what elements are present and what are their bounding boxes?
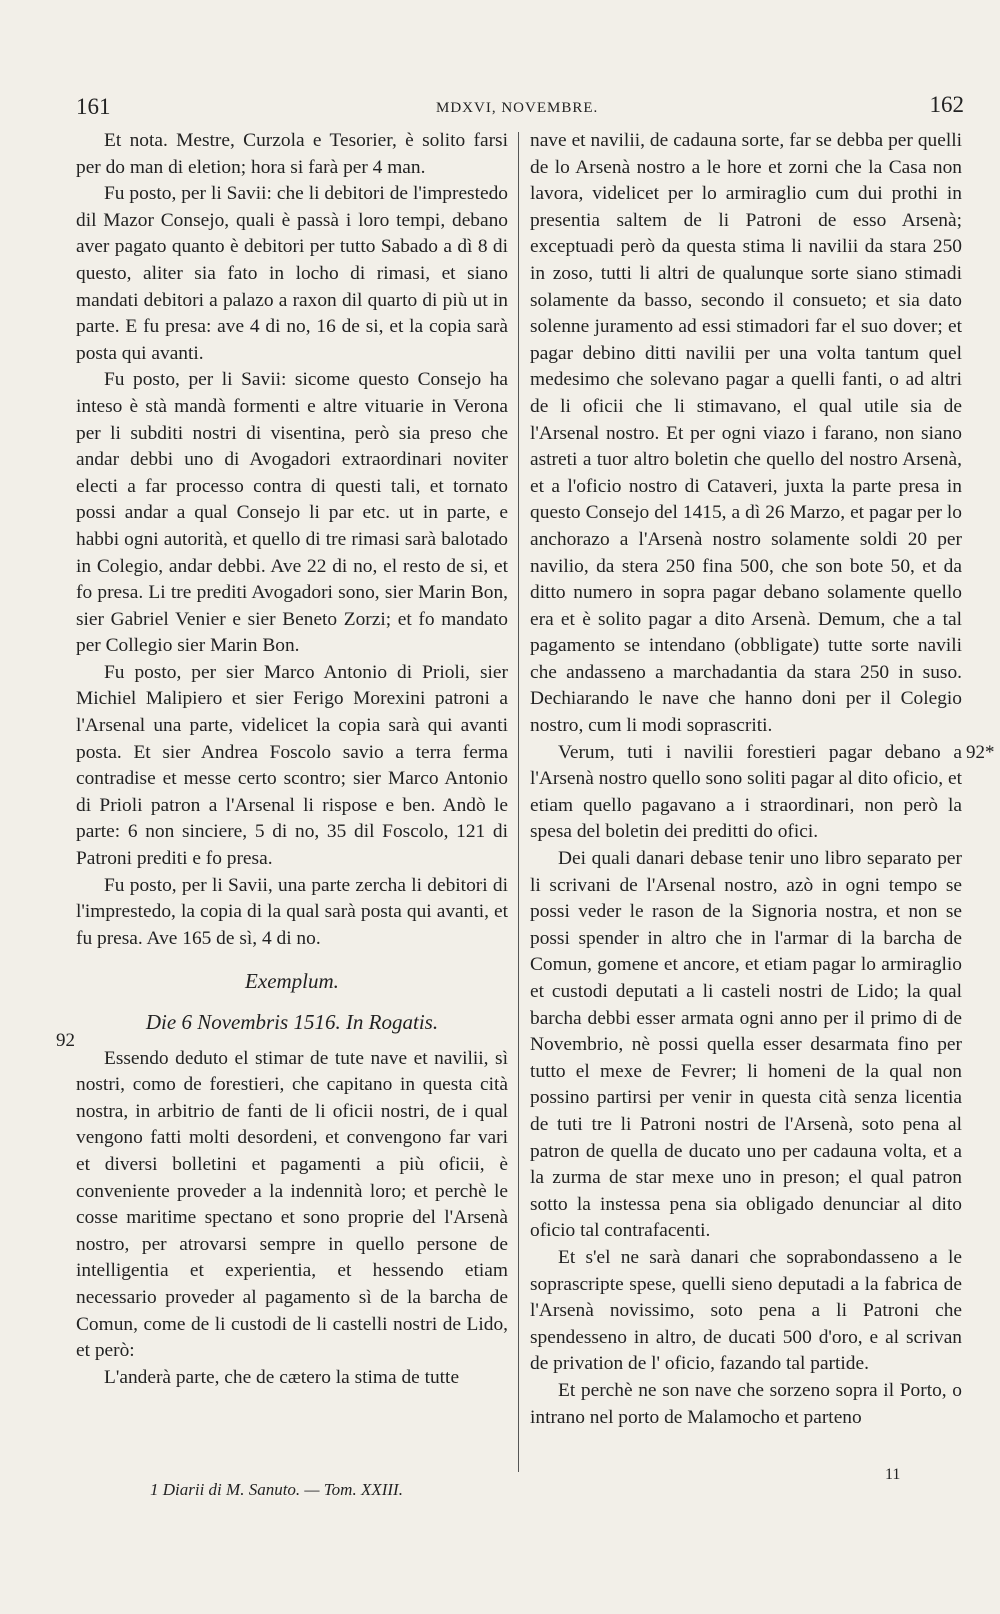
margin-note-right: 92* [966, 742, 995, 763]
paragraph: Dei quali danari debase tenir uno libro separato per li scrivani de l'Arsenal nostro, azò in ogni tempo se possi veder le rason de la Signoria nostra, et non se possi spender in altro che in l'armar di la barcha de Comun, gomene et ancore, et etiam pagar lo armiraglio et custodi deputati a li casteli nostri de Lido; la qual barcha debbi esser armata ogni anno per il primo di de Novembrio, nè possi quella esser desarmata fino per tutto el mexe de Fevrer; li homeni de la qual non possino partirsi per venir in questa cità senza licentia de tuti tre li Patroni nostri de l'Arsenà, soto pena al patron de quella de ducato uno per cadauna volta, et a la zurma de star mexe uno in preson; el qual patron sotto la instessa pena sia obligado denunciar al dito oficio tal contrafacenti. [530, 848, 962, 1242]
running-title: MDXVI, NOVEMBRE. [436, 100, 599, 116]
paragraph: Essendo deduto el stimar de tute nave et navilii, sì nostri, como de forestieri, che capitano in questa cità nostra, in arbitrio de fanti de li oficii nostri, de i qual vengono fatti molti desordeni, et convengono far vari et diversi bolletini et pagamenti a più oficii, è conveniente proveder a la indennità loro; et perchè le cosse maritime spectano et sono proprie del l'Arsenà nostro, per atrovarsi sempre in quello persone de intelligentia et experientia, et hessendo etiam necessario proveder al pagamento sì de la barcha de Comun, come de li custodi de li castelli nostri de Lido, et però: [76, 1047, 508, 1362]
paragraph: Et nota. Mestre, Curzola e Tesorier, è solito farsi per do man di eletion; hora si farà per 4 man. [76, 130, 508, 178]
left-column [76, 128, 508, 1391]
paragraph: Fu posto, per sier Marco Antonio di Prioli, sier Michiel Malipiero et sier Ferigo Morexini patroni a l'Arsenal una parte, videlicet la copia sarà qui avanti posta. Et sier Andrea Foscolo savio a terra ferma contradise et messe certo scontro; sier Marco Antonio di Prioli patron a l'Arsenal li rispose e ben. Andò le parte: 6 non sinciere, 5 di no, 35 dil Foscolo, 121 di Patroni prediti e fo presa. [76, 661, 508, 870]
section-subheading: Die 6 Novembris 1516. In Rogatis. [145, 1010, 439, 1034]
page-header [76, 92, 964, 132]
paragraph: Et s'el ne sarà danari che soprabondasseno a le soprascripte spese, quelli sieno deputadi a la fabrica de l'Arsenà novissimo, soto pena a li Patroni che spendesseno in altro, de ducati 500 d'oro, e al scrivan de privation de l' oficio, fazando tal partide. [530, 1246, 962, 1375]
margin-note-left: 92 [56, 1030, 75, 1051]
paragraph: nave et navilii, de cadauna sorte, far se debba per quelli de lo Arsenà nostro a le hore et zorni che la Casa non lavora, videlicet per lo armiraglio cum dui prothi in presentia saltem de li Patroni de esso Arsenà; exceptuadi però da questa stima li navilii da stara 250 in zoso, tutti li altri de qualunque sorte siano stimadi solamente da basso, secondo il consueto; et sia dato solenne juramento ad essi stimadori far el suo dover; et pagar debino ditti navilii per una volta tantum quel medesimo che solevano pagar a quelli fanti, o ad altri de li oficii che li stimavano, el qual utile sia de l'Arsenal nostro. Et per ogni viazo i farano, non siano astreti a tuor altro boletin che quello del nostro Arsenà, et a l'oficio nostro di Cataveri, juxta la parte presa in questo Consejo del 1415, a dì 26 Marzo, et pagar per lo anchorazo a l'Arsenà nostro solamente soldi 20 per navilio, da stera 250 fina 500, che son bote 50, et da ditto numero in sopra pagar debano solamente quello era et è solito pagar a dito Arsenà. Demum, che a tal pagamento se intendano (obbligate) tutte sorte navili che andasseno a marchadantia da stara 250 in suso. Dechiarando le nave che hanno doni per il Colegio nostro, cum li modi soprascriti. [530, 130, 962, 737]
column-divider [518, 132, 519, 1472]
paragraph: Fu posto, per li Savii, una parte zercha li debitori di l'imprestedo, la copia di la qual sarà posta qui avanti, et fu presa. Ave 165 de sì, 4 di no. [76, 874, 508, 949]
signature-mark: 11 [885, 1466, 901, 1483]
page-number-right: 162 [929, 92, 964, 117]
paragraph: Verum, tuti i navilii forestieri pagar debano a l'Arsenà nostro quello sono soliti pagar al dito oficio, et etiam quello pagavano a i straordinari, non però la spesa del boletin dei preditti do ofici. [530, 741, 962, 843]
section-heading: Exemplum. [245, 969, 339, 994]
paragraph: L'anderà parte, che de cætero la stima de tutte [104, 1366, 460, 1388]
right-column [530, 128, 962, 1431]
page-number-left: 161 [76, 94, 111, 119]
paragraph: Et perchè ne son nave che sorzeno sopra il Porto, o intrano nel porto de Malamocho et parteno [530, 1379, 962, 1428]
paragraph: Fu posto, per li Savii: che li debitori de l'imprestedo dil Mazor Consejo, quali è passà i loro tempi, debano aver pagato quanto è debitori per tutto Sabado a dì 8 di questo, aliter sia fato in locho di rimasi, et siano mandati debitori a palazo a raxon dil quarto di più ut in parte. E fu presa: ave 4 di no, 16 de si, et la copia sarà posta qui avanti. [76, 183, 508, 364]
paragraph: Fu posto, per li Savii: sicome questo Consejo ha inteso è stà mandà formenti e altre vituarie in Verona per li subditi nostri di visentina, però sia preso che andar debbi uno di Avogadori extraordinari noviter electi a far processo contra di questi tali, et tornato possi andar a qual Consejo li par etc. ut in parte, e habbi ogni autorità, et quello di tre rimasi sarà balotado in Colegio, andar debbi. Ave 22 di no, el resto de si, et fo presa. Li tre prediti Avogadori sono, sier Marin Bon, sier Gabriel Venier e sier Beneto Zorzi; et fo mandato per Collegio sier Marin Bon. [76, 369, 508, 657]
footer-citation: 1 Diarii di M. Sanuto. — Tom. XXIII. [150, 1480, 403, 1499]
